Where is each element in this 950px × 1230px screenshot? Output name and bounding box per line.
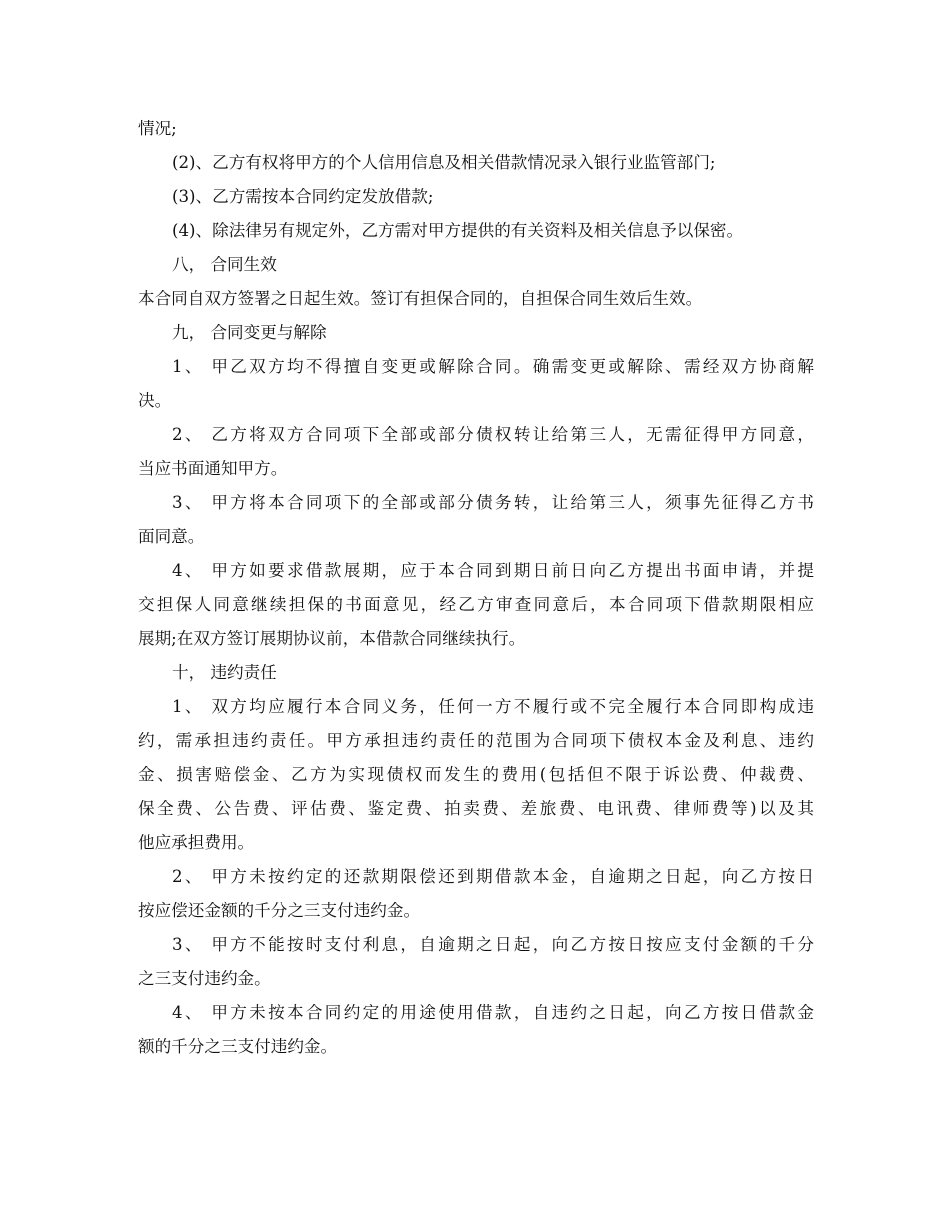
document-line: 金、损害赔偿金、乙方为实现债权而发生的费用(包括但不限于诉讼费、仲裁费、 (138, 765, 814, 784)
document-line: 当应书面通知甲方。 (138, 459, 288, 478)
document-line: 本合同自双方签署之日起生效。签订有担保合同的，自担保合同生效后生效。 (138, 289, 703, 308)
document-line: 1、 甲乙双方均不得擅自变更或解除合同。确需变更或解除、需经双方协商解 (172, 357, 814, 376)
document-line: 约，需承担违约责任。甲方承担违约责任的范围为合同项下债权本金及利息、违约 (138, 731, 814, 750)
document-line: 4、 甲方未按本合同约定的用途使用借款，自违约之日起，向乙方按日借款金 (172, 1003, 814, 1022)
document-line: 额的千分之三支付违约金。 (138, 1037, 338, 1056)
document-line: (3)、乙方需按本合同约定发放借款; (172, 187, 434, 206)
document-line: 展期;在双方签订展期协议前，本借款合同继续执行。 (138, 629, 526, 648)
document-line: (4)、除法律另有规定外，乙方需对甲方提供的有关资料及相关信息予以保密。 (172, 221, 744, 240)
document-line: 十， 违约责任 (172, 663, 277, 682)
document-line: (2)、乙方有权将甲方的个人信用信息及相关借款情况录入银行业监管部门; (172, 153, 716, 172)
document-line: 2、 甲方未按约定的还款期限偿还到期借款本金，自逾期之日起，向乙方按日 (172, 867, 814, 886)
document-line: 2、 乙方将双方合同项下全部或部分债权转让给第三人，无需征得甲方同意， (172, 425, 814, 444)
document-line: 他应承担费用。 (138, 833, 255, 852)
document-line: 1、 双方均应履行本合同义务，任何一方不履行或不完全履行本合同即构成违 (172, 697, 814, 716)
document-line: 3、 甲方不能按时支付利息，自逾期之日起，向乙方按日按应支付金额的千分 (172, 935, 814, 954)
document-line: 八， 合同生效 (172, 255, 277, 274)
document-line: 九， 合同变更与解除 (172, 323, 327, 342)
document-line: 保全费、公告费、评估费、鉴定费、拍卖费、差旅费、电讯费、律师费等)以及其 (138, 799, 814, 818)
document-line: 决。 (138, 391, 172, 410)
document-line: 3、 甲方将本合同项下的全部或部分债务转，让给第三人，须事先征得乙方书 (172, 493, 814, 512)
document-line: 交担保人同意继续担保的书面意见，经乙方审查同意后，本合同项下借款期限相应 (138, 595, 814, 614)
document-page (138, 112, 814, 1064)
document-line: 情况; (138, 119, 177, 138)
document-line: 面同意。 (138, 527, 205, 546)
document-line: 按应偿还金额的千分之三支付违约金。 (138, 901, 421, 920)
document-line: 之三支付违约金。 (138, 969, 271, 988)
document-line: 4、 甲方如要求借款展期，应于本合同到期日前日向乙方提出书面申请，并提 (172, 561, 814, 580)
